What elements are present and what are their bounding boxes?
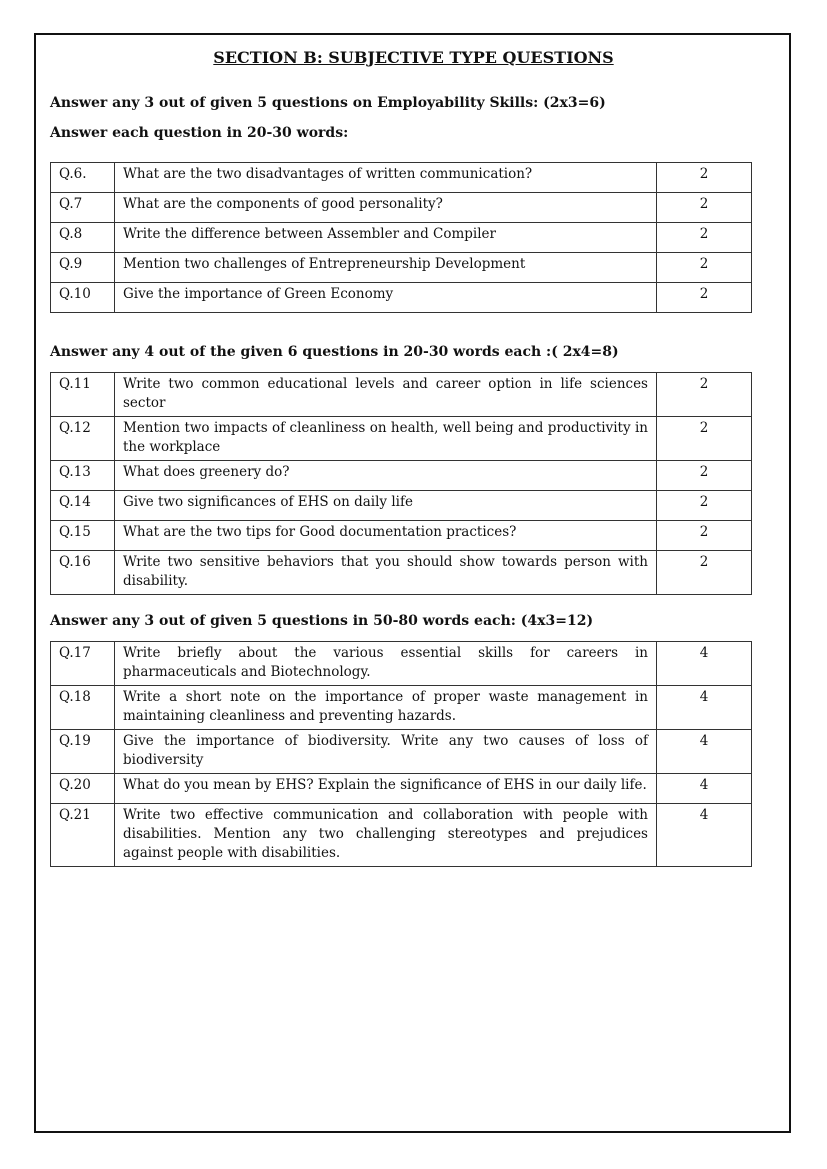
question-number: Q.19 — [51, 730, 115, 774]
question-number: Q.17 — [51, 642, 115, 686]
table-row — [51, 283, 752, 313]
question-marks: 2 — [657, 551, 752, 595]
question-number: Q.10 — [51, 283, 115, 313]
question-text: Give two significances of EHS on daily life — [115, 491, 657, 521]
question-text: Write the difference between Assembler and Compiler — [115, 223, 657, 253]
question-text: Write two sensitive behaviors that you should show towards person with disability. — [115, 551, 657, 595]
question-number: Q.14 — [51, 491, 115, 521]
question-text: What does greenery do? — [115, 461, 657, 491]
table-row — [51, 373, 752, 417]
question-text: What are the two tips for Good documentation practices? — [115, 521, 657, 551]
part2-instruction: Answer any 4 out of the given 6 questions in 20-30 words each :( 2x4=8) — [50, 344, 619, 360]
question-text: What are the components of good personality? — [115, 193, 657, 223]
table-row — [51, 551, 752, 595]
question-text: Mention two impacts of cleanliness on health, well being and productivity in the workplace — [115, 417, 657, 461]
question-number: Q.16 — [51, 551, 115, 595]
question-text: What do you mean by EHS? Explain the significance of EHS in our daily life. — [115, 774, 657, 804]
table-row — [51, 253, 752, 283]
table-row — [51, 804, 752, 867]
part1-word-limit: Answer each question in 20-30 words: — [50, 125, 349, 141]
table-row — [51, 774, 752, 804]
table-row — [51, 730, 752, 774]
question-number: Q.13 — [51, 461, 115, 491]
part3-questions-table — [50, 641, 752, 867]
question-number: Q.21 — [51, 804, 115, 867]
question-marks: 2 — [657, 417, 752, 461]
question-marks: 4 — [657, 774, 752, 804]
question-marks: 2 — [657, 521, 752, 551]
question-marks: 4 — [657, 642, 752, 686]
question-marks: 2 — [657, 163, 752, 193]
question-number: Q.18 — [51, 686, 115, 730]
question-marks: 4 — [657, 686, 752, 730]
part1-questions-table — [50, 162, 752, 313]
question-marks: 2 — [657, 373, 752, 417]
question-text: Write two common educational levels and career option in life sciences sector — [115, 373, 657, 417]
table-row — [51, 193, 752, 223]
table-row — [51, 686, 752, 730]
question-number: Q.9 — [51, 253, 115, 283]
table-row — [51, 223, 752, 253]
question-marks: 4 — [657, 730, 752, 774]
table-row — [51, 642, 752, 686]
question-text: Write briefly about the various essential skills for careers in pharmaceuticals and Biotechnology. — [115, 642, 657, 686]
question-number: Q.6. — [51, 163, 115, 193]
question-text: Mention two challenges of Entrepreneurship Development — [115, 253, 657, 283]
section-title: SECTION B: SUBJECTIVE TYPE QUESTIONS — [213, 48, 614, 67]
question-marks: 2 — [657, 193, 752, 223]
question-marks: 2 — [657, 223, 752, 253]
question-text: Write two effective communication and collaboration with people with disabilities. Mention any two challenging stereotypes and prejudices against people with disabilities. — [115, 804, 657, 867]
part1-instruction: Answer any 3 out of given 5 questions on Employability Skills: (2x3=6) — [50, 95, 606, 111]
part3-instruction: Answer any 3 out of given 5 questions in 50-80 words each: (4x3=12) — [50, 613, 594, 629]
question-text: What are the two disadvantages of written communication? — [115, 163, 657, 193]
question-number: Q.20 — [51, 774, 115, 804]
question-number: Q.8 — [51, 223, 115, 253]
question-marks: 2 — [657, 491, 752, 521]
question-number: Q.11 — [51, 373, 115, 417]
question-marks: 2 — [657, 461, 752, 491]
part2-questions-table — [50, 372, 752, 595]
table-row — [51, 521, 752, 551]
table-row — [51, 491, 752, 521]
question-text: Write a short note on the importance of proper waste management in maintaining cleanliness and preventing hazards. — [115, 686, 657, 730]
question-text: Give the importance of biodiversity. Write any two causes of loss of biodiversity — [115, 730, 657, 774]
table-row — [51, 461, 752, 491]
question-marks: 2 — [657, 283, 752, 313]
question-marks: 4 — [657, 804, 752, 867]
table-row — [51, 417, 752, 461]
question-number: Q.15 — [51, 521, 115, 551]
table-row — [51, 163, 752, 193]
question-number: Q.7 — [51, 193, 115, 223]
question-text: Give the importance of Green Economy — [115, 283, 657, 313]
question-number: Q.12 — [51, 417, 115, 461]
question-marks: 2 — [657, 253, 752, 283]
